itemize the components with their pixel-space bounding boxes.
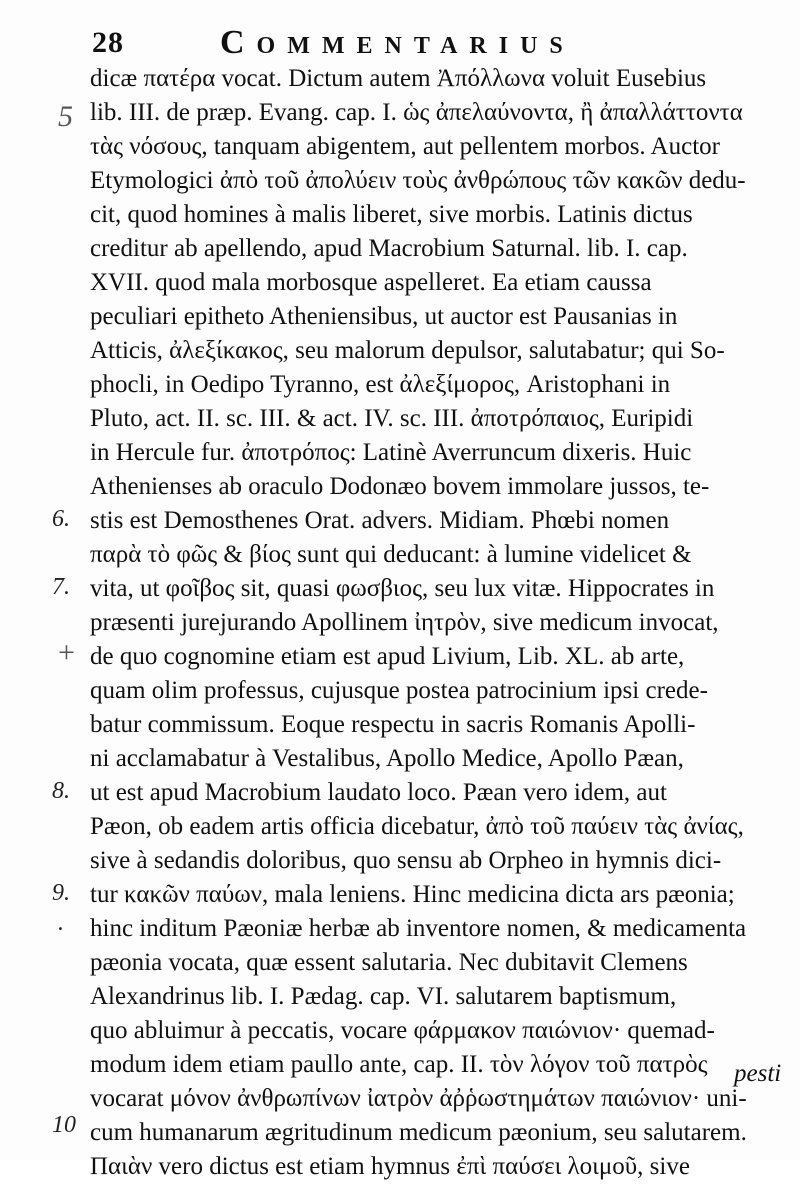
text-line: quo abluimur à peccatis, vocare φάρμακον παιώνιον· quemad-: [90, 1017, 715, 1044]
text-line: Pæon, ob eadem artis officia dicebatur, ἀπὸ τοῦ παύειν τὰς ἀνίας,: [90, 813, 744, 840]
text-line: Atticis, ἀλεξίκακος, seu malorum depulsor, salutabatur; qui So-: [90, 337, 725, 364]
text-line: stis est Demosthenes Orat. advers. Midiam. Phœbi nomen: [90, 507, 670, 534]
text-line: de quo cognomine etiam est apud Livium, Lib. XL. ab arte,: [90, 643, 685, 670]
text-line: phocli, in Oedipo Tyranno, est ἀλεξίμορος, Aristophani in: [90, 371, 671, 398]
running-title: Commentarius: [220, 24, 575, 61]
text-line: cum humanarum ægritudinum medicum pæonium, seu salutarem.: [90, 1119, 747, 1146]
text-line: ni acclamabatur à Vestalibus, Apollo Medice, Apollo Pæan,: [90, 745, 684, 772]
text-line: παρὰ τὸ φῶς & βίος sunt qui deducant: à lumine videlicet &: [90, 541, 692, 568]
margin-note-5: 5: [58, 100, 73, 133]
margin-cross-mark: +: [58, 636, 75, 669]
page-header: [92, 22, 782, 66]
text-line: batur commissum. Eoque respectu in sacris Romanis Apolli-: [90, 711, 696, 738]
text-line: Etymologici ἀπὸ τοῦ ἀπολύειν τοὺς ἀνθρώπους τῶν κακῶν dedu-: [90, 167, 746, 194]
text-line: tur κακῶν παύων, mala leniens. Hinc medicina dicta ars pæonia;: [90, 881, 735, 908]
text-line: sive à sedandis doloribus, quo sensu ab Orpheo in hymnis dici-: [90, 847, 722, 874]
catchword: pesti: [734, 1060, 782, 1087]
margin-note-10: 10: [52, 1112, 76, 1138]
page-number: 28: [92, 26, 124, 59]
margin-note-8: 8.: [52, 778, 70, 804]
text-line: ut est apud Macrobium laudato loco. Pæan vero idem, aut: [90, 779, 667, 806]
text-line: vita, ut φοῖβος sit, quasi φωσβιος, seu lux vitæ. Hippocrates in: [90, 575, 715, 602]
text-line: vocarat μόνον ἀνθρωπίνων ἰατρὸν ἀῤῥωστημάτων παιώνιον· uni-: [90, 1085, 747, 1112]
margin-note-7: 7.: [52, 574, 70, 600]
text-line: in Hercule fur. ἀποτρόπος: Latinè Averruncum dixeris. Huic: [90, 439, 692, 466]
text-line: Pluto, act. II. sc. III. & act. IV. sc. III. ἀποτρόπαιος, Euripidi: [90, 405, 694, 432]
text-line: Athenienses ab oraculo Dodonæo bovem immolare jussos, te-: [90, 473, 710, 500]
text-line: præsenti jurejurando Apollinem ἰητρὸν, sive medicum invocat,: [90, 609, 719, 636]
text-line: modum idem etiam paullo ante, cap. II. τὸν λόγον τοῦ πατρὸς: [90, 1051, 708, 1078]
text-line: cit, quod homines à malis liberet, sive morbis. Latinis dictus: [90, 201, 693, 228]
text-line: τὰς νόσους, tanquam abigentem, aut pellentem morbos. Auctor: [90, 133, 720, 160]
text-line: XVII. quod mala morbosque aspelleret. Ea etiam caussa: [90, 269, 652, 296]
margin-dot: .: [58, 910, 64, 936]
text-line: peculiari epitheto Atheniensibus, ut auctor est Pausanias in: [90, 303, 678, 330]
text-line: pæonia vocata, quæ essent salutaria. Nec dubitavit Clemens: [90, 949, 688, 976]
text-line: creditur ab apellendo, apud Macrobium Saturnal. lib. I. cap.: [90, 235, 688, 262]
text-line: quam olim professus, cujusque postea patrocinium ipsi crede-: [90, 677, 708, 704]
text-line: hinc inditum Pæoniæ herbæ ab inventore nomen, & medicamenta: [90, 915, 747, 942]
text-line: Alexandrinus lib. I. Pædag. cap. VI. salutarem baptismum,: [90, 983, 677, 1010]
text-line: lib. III. de præp. Evang. cap. I. ὡς ἀπελαύνοντα, ἢ ἀπαλλάττοντα: [90, 99, 743, 126]
margin-note-9: 9.: [52, 880, 70, 906]
margin-note-6: 6.: [52, 506, 70, 532]
text-line: Παιὰν vero dictus est etiam hymnus ἐπὶ παύσει λοιμοῦ, sive: [90, 1153, 690, 1180]
text-line: dicæ πατέρα vocat. Dictum autem Ἀπόλλωνα voluit Eusebius: [90, 65, 707, 92]
